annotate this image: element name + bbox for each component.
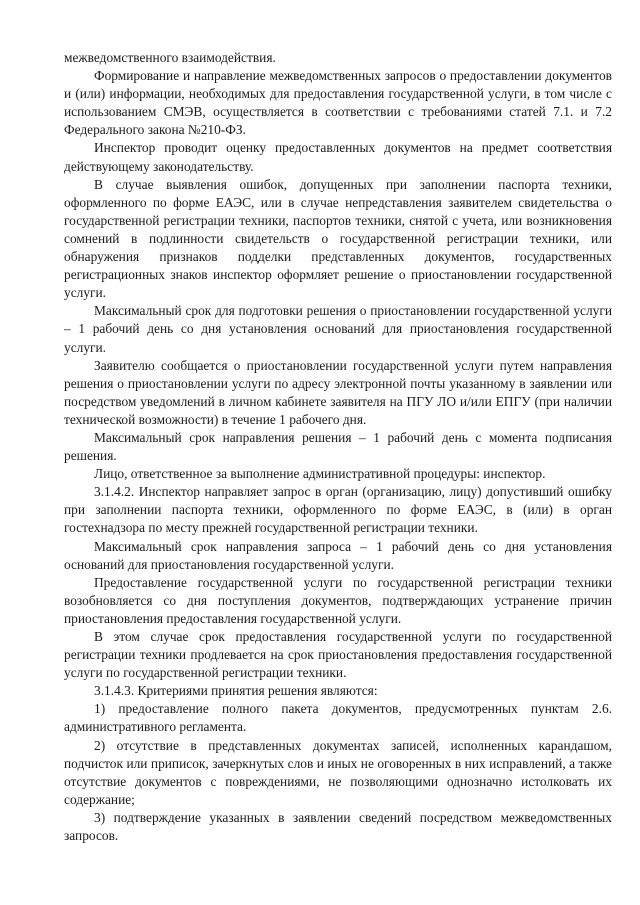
paragraph: Максимальный срок для подготовки решения о приостановлении государственной услуги – 1 рабочий день со дня установления оснований для приостановления государственной услуги. <box>64 303 612 355</box>
paragraph: 3) подтверждение указанных в заявлении сведений посредством межведомственных запросов. <box>64 809 612 844</box>
paragraph: В этом случае срок предоставления государственной услуги по государственной регистрации техники продлевается на срок приостановления предоставления государственной услуги по государственной регистрации техники. <box>64 629 612 681</box>
paragraph: 3.1.4.3. Критериями принятия решения являются: <box>94 683 378 699</box>
paragraph: 3.1.4.2. Инспектор направляет запрос в орган (организацию, лицу) допустивший ошибку при заполнении паспорта техники, оформленного по форме ЕАЭС, в (или) в орган гостехнадзора по месту прежней государственной регистрации техники. <box>64 484 612 536</box>
paragraph: В случае выявления ошибок, допущенных при заполнении паспорта техники, оформленного по форме ЕАЭС, или в случае непредставления заявителем свидетельства о государственной регистрации техники, паспортов техники, снятой с учета, или возникновения сомнений в подлинности свидетельств о государственной регистрации техники, или обнаружения признаков подделки представленных документов, государственных регистрационных знаков инспектор оформляет решение о приостановлении государственной услуги. <box>64 176 612 301</box>
paragraph: Максимальный срок направления запроса – 1 рабочий день со дня установления оснований для приостановления государственной услуги. <box>64 538 612 572</box>
paragraph: межведомственного взаимодействия. <box>64 50 276 65</box>
document-page <box>64 49 612 845</box>
paragraph: Предоставление государственной услуги по государственной регистрации техники возобновляется со дня поступления документов, подтверждающих устранение причин приостановления предоставления государственной услуги. <box>64 574 612 626</box>
paragraph: Лицо, ответственное за выполнение административной процедуры: инспектор. <box>94 466 546 482</box>
paragraph: 1) предоставление полного пакета документов, предусмотренных пунктам 2.6. административного регламента. <box>64 701 612 735</box>
paragraph: Формирование и направление межведомственных запросов о предоставлении документов и (или) информации, необходимых для предоставления государственной услуги, в том числе с использованием СМЭВ, осуществляется в соответствии с требованиями статей 7.1. и 7.2 Федерального закона №210-ФЗ. <box>64 68 612 138</box>
paragraph: 2) отсутствие в представленных документах записей, исполненных карандашом, подчисток или приписок, зачеркнутых слов и иных не оговоренных в них исправлений, а также отсутствие документов с повреждениями, не позволяющими однозначно истолковать их содержание; <box>64 737 612 807</box>
paragraph: Заявителю сообщается о приостановлении государственной услуги путем направления решения о приостановлении услуги по адресу электронной почты указанному в заявлении или посредством уведомлений в личном кабинете заявителя на ПГУ ЛО и/или ЕПГУ (при наличии технической возможности) в течение 1 рабочего дня. <box>64 357 612 427</box>
paragraph: Максимальный срок направления решения – 1 рабочий день с момента подписания решения. <box>64 429 612 464</box>
paragraph: Инспектор проводит оценку предоставленных документов на предмет соответствия действующему законодательству. <box>64 140 612 174</box>
